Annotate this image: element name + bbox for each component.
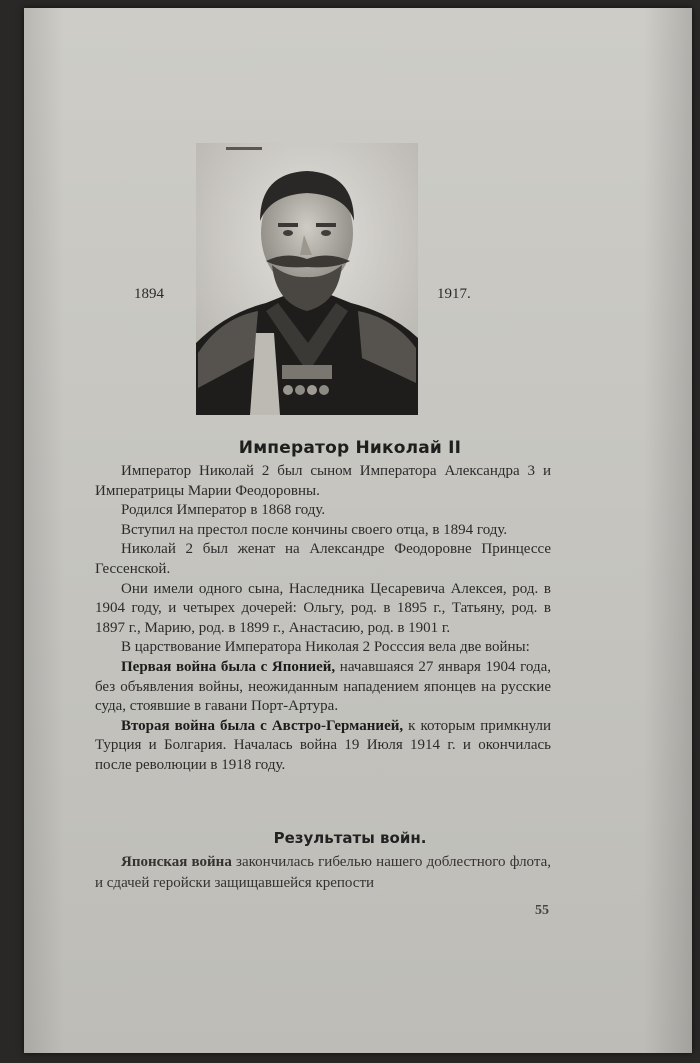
results-text bbox=[95, 852, 551, 894]
reign-end-year: 1917. bbox=[437, 286, 471, 302]
portrait-photo bbox=[196, 143, 418, 415]
war-paragraph bbox=[95, 717, 551, 776]
biography-text bbox=[95, 462, 551, 776]
war-description: к которым примкнули Турция и Болгария. Началась война 19 Июля 1914 г. и окончилась после революции в 1918 году. bbox=[95, 717, 551, 773]
paragraph: Николай 2 был женат на Александре Феодоровне Принцессе Гессенской. bbox=[95, 541, 551, 577]
war-heading: Вторая война была с Австро-Германией, bbox=[121, 717, 404, 734]
war-heading: Первая война была с Японией, bbox=[121, 658, 336, 675]
chapter-title: Император Николай II bbox=[238, 438, 462, 458]
war-paragraph bbox=[95, 658, 551, 717]
reign-start-year: 1894 bbox=[134, 286, 164, 302]
paragraph: Родился Император в 1868 году. bbox=[121, 502, 326, 519]
paragraph: Они имели одного сына, Наследника Цесаревича Алексея, род. в 1904 году, и четырех дочерей: Ольгу, род. в 1895 г., Татьяну, род. в 1897 г., Марию, род. в 1899 г., Анастасию, род. в 1901 г. bbox=[95, 580, 551, 636]
results-description: закончилась гибелью нашего доблестного флота, и сдачей геройски защищавшейся крепости bbox=[95, 854, 552, 891]
results-heading: Результаты войн. bbox=[273, 829, 427, 847]
war-description: начавшаяся 27 января 1904 года, без объявления войны, неожиданным нападением японцев на русские суда, стоявшие в гавани Порт-Артура. bbox=[95, 658, 551, 715]
results-paragraph bbox=[95, 852, 551, 894]
results-lead: Японская война bbox=[121, 854, 232, 870]
paragraph: В царствование Императора Николая 2 Росссия вела две войны: bbox=[121, 639, 530, 656]
portrait-image bbox=[196, 143, 418, 415]
paragraph: Вступил на престол после кончины своего отца, в 1894 году. bbox=[121, 521, 508, 538]
page-number: 55 bbox=[535, 903, 549, 918]
paragraph: Император Николай 2 был сыном Императора Александра 3 и Императрицы Марии Феодоровны. bbox=[95, 463, 551, 499]
